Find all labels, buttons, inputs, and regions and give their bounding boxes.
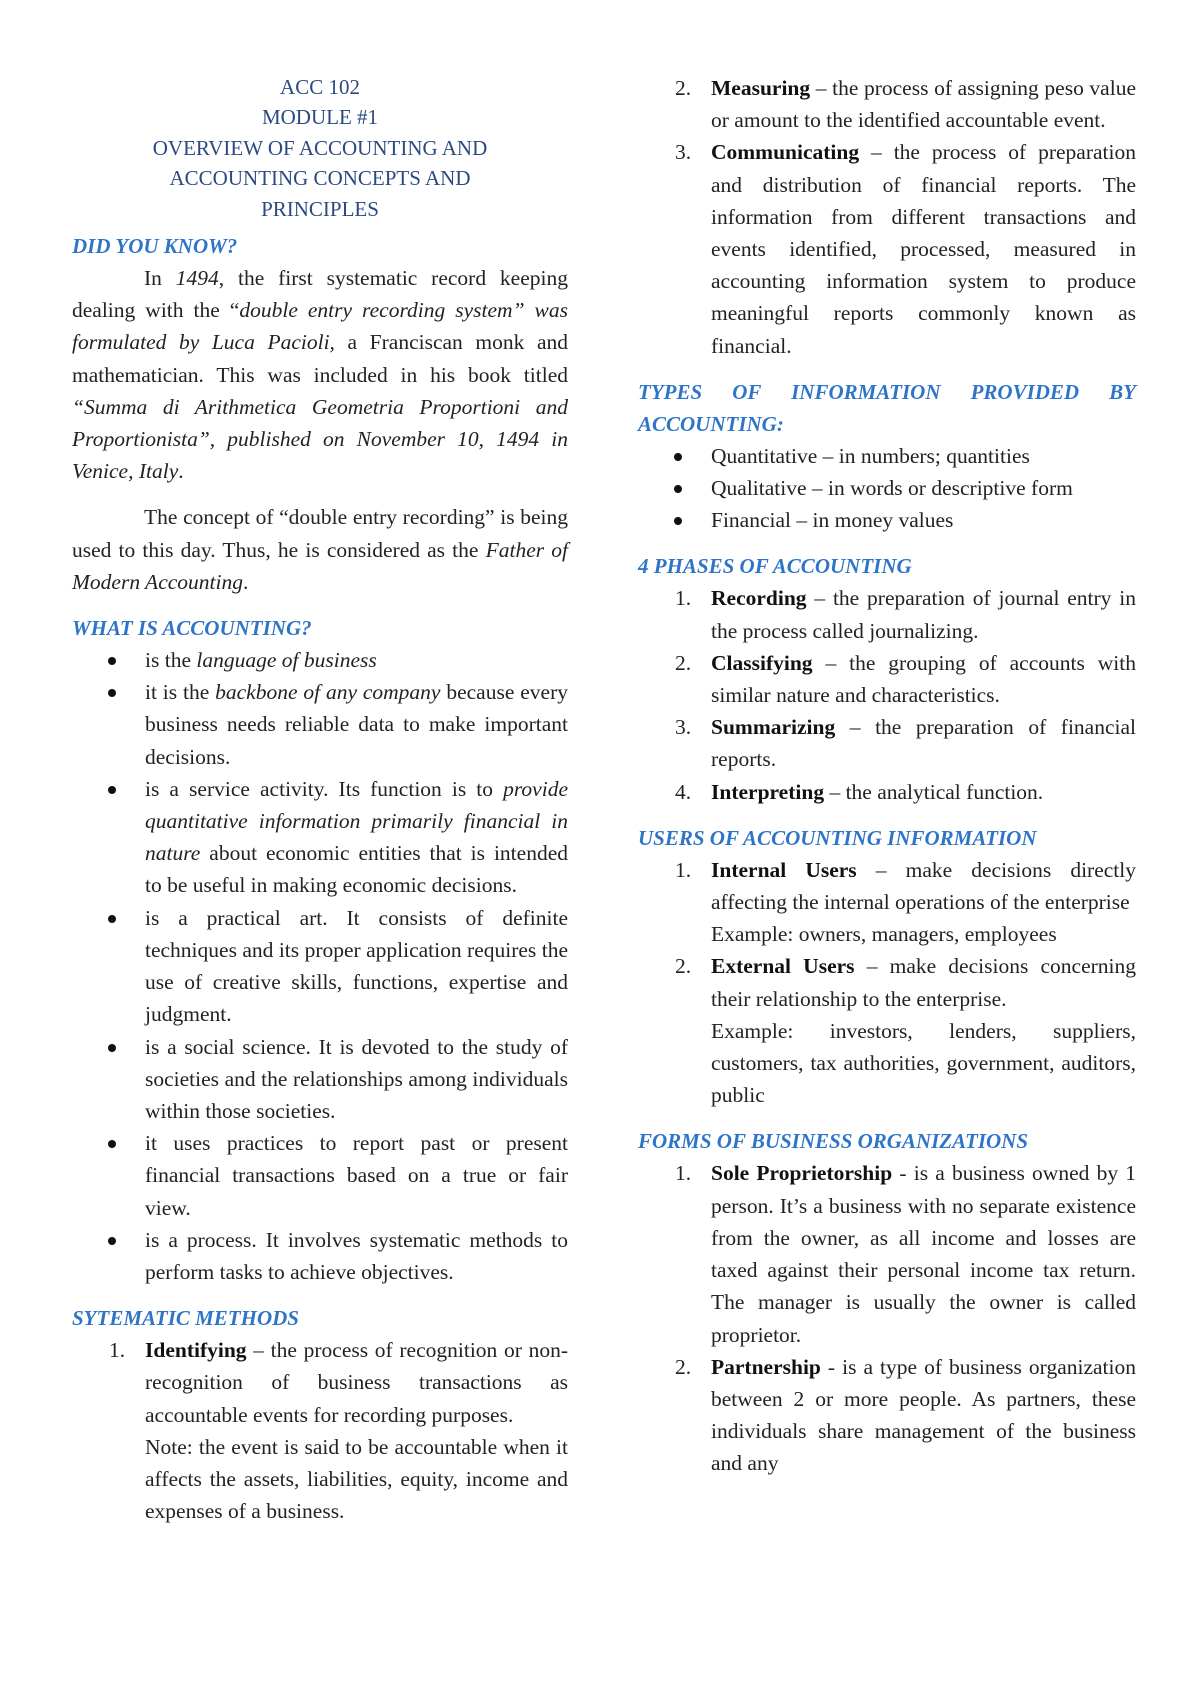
list-item: is a process. It involves systematic methods to perform tasks to achieve objectives.: [72, 1224, 568, 1288]
list-item: 3. Communicating – the process of preparation and distribution of financial reports. The information from different transactions and events identified, processed, measured in accounting information system to produce meaningful reports commonly known as financial.: [675, 140, 1136, 358]
title-line-3: PRINCIPLES: [261, 196, 379, 221]
list-item: 2. Measuring – the process of assigning peso value or amount to the identified accountable event.: [675, 76, 1136, 133]
types-of-information-heading: TYPES OF INFORMATION PROVIDED BY ACCOUNTING:: [638, 379, 1136, 436]
systematic-methods-heading: SYTEMATIC METHODS: [72, 1306, 299, 1331]
what-is-accounting-heading: WHAT IS ACCOUNTING?: [72, 616, 312, 641]
list-item: 1. Internal Users – make decisions directly affecting the internal operations of the enterprise Example: owners, managers, employees: [675, 857, 1136, 947]
list-item: Qualitative – in words or descriptive form: [638, 472, 1136, 504]
list-item: 4. Interpreting – the analytical function.: [675, 779, 1044, 804]
title-line-2: ACCOUNTING CONCEPTS AND: [169, 166, 471, 191]
course-code: ACC 102: [280, 75, 360, 99]
list-item: 1. Recording – the preparation of journal entry in the process called journalizing.: [675, 586, 1136, 643]
forms-heading: FORMS OF BUSINESS ORGANIZATIONS: [638, 1129, 1028, 1154]
did-you-know-heading: DID YOU KNOW?: [72, 234, 238, 259]
list-item: 2. Partnership - is a type of business organization between 2 or more people. As partners, these individuals share management of the business and any: [675, 1354, 1136, 1476]
list-item: it is the backbone of any company because every business needs reliable data to make important decisions.: [72, 676, 568, 773]
list-item: 1. Sole Proprietorship - is a business owned by 1 person. It’s a business with no separate existence from the owner, as all income and losses are taxed against their personal income tax return. The manager is usually the owner is called proprietor.: [675, 1161, 1137, 1347]
list-item: Financial – in money values: [638, 504, 1136, 536]
what-is-accounting-list: [72, 644, 568, 1288]
list-item: is the language of business: [72, 644, 568, 676]
list-item: is a service activity. Its function is to provide quantitative information primarily financial in nature about economic entities that is intended to be useful in making economic decisions.: [72, 773, 568, 902]
left-column: [72, 72, 568, 1527]
forms-list: [638, 1157, 1136, 1479]
list-item: is a practical art. It consists of definite techniques and its proper application requires the use of creative skills, functions, expertise and judgment.: [72, 902, 568, 1031]
systematic-methods-list-part-1: [72, 1334, 568, 1527]
right-column: [638, 72, 1136, 1480]
list-item: is a social science. It is devoted to the study of societies and the relationships among individuals within those societies.: [72, 1031, 568, 1128]
users-heading: USERS OF ACCOUNTING INFORMATION: [638, 825, 1037, 850]
module-number: MODULE #1: [261, 105, 379, 130]
phases-heading: 4 PHASES OF ACCOUNTING: [638, 554, 912, 579]
list-item: 1. Identifying – the process of recognition or non-recognition of business transactions as accountable events for recording purposes. Note: the event is said to be accountable when it affects the assets, liabilities, equity, income and expenses of a business.: [109, 1338, 568, 1524]
did-you-know-paragraph-2: The concept of “double entry recording” is being used to this day. Thus, he is considered as the Father of Modern Accounting.: [72, 505, 568, 594]
users-list: [638, 854, 1136, 1112]
list-item: 3. Summarizing – the preparation of financial reports.: [675, 715, 1136, 772]
systematic-methods-list-part-2: [638, 72, 1136, 362]
list-item: it uses practices to report past or present financial transactions based on a true or fair view.: [72, 1127, 568, 1224]
title-line-1: OVERVIEW OF ACCOUNTING AND: [152, 135, 488, 160]
list-item: 2. Classifying – the grouping of accounts with similar nature and characteristics.: [675, 650, 1136, 708]
types-of-information-list: [638, 440, 1136, 537]
document-title: [72, 72, 568, 224]
list-item: Quantitative – in numbers; quantities: [638, 440, 1136, 472]
phases-list: [638, 582, 1136, 807]
did-you-know-paragraph-1: In 1494, the first systematic record keeping dealing with the “double entry recording system” was formulated by Luca Pacioli, a Franciscan monk and mathematician. This was included in his book titled “Summa di Arithmetica Geometria Proportioni and Proportionista”, published on November 10, 1494 in Venice, Italy.: [72, 266, 569, 484]
list-item: 2. External Users – make decisions concerning their relationship to the enterprise. Example: investors, lenders, suppliers, customers, tax authorities, government, auditors, public: [675, 954, 1136, 1108]
